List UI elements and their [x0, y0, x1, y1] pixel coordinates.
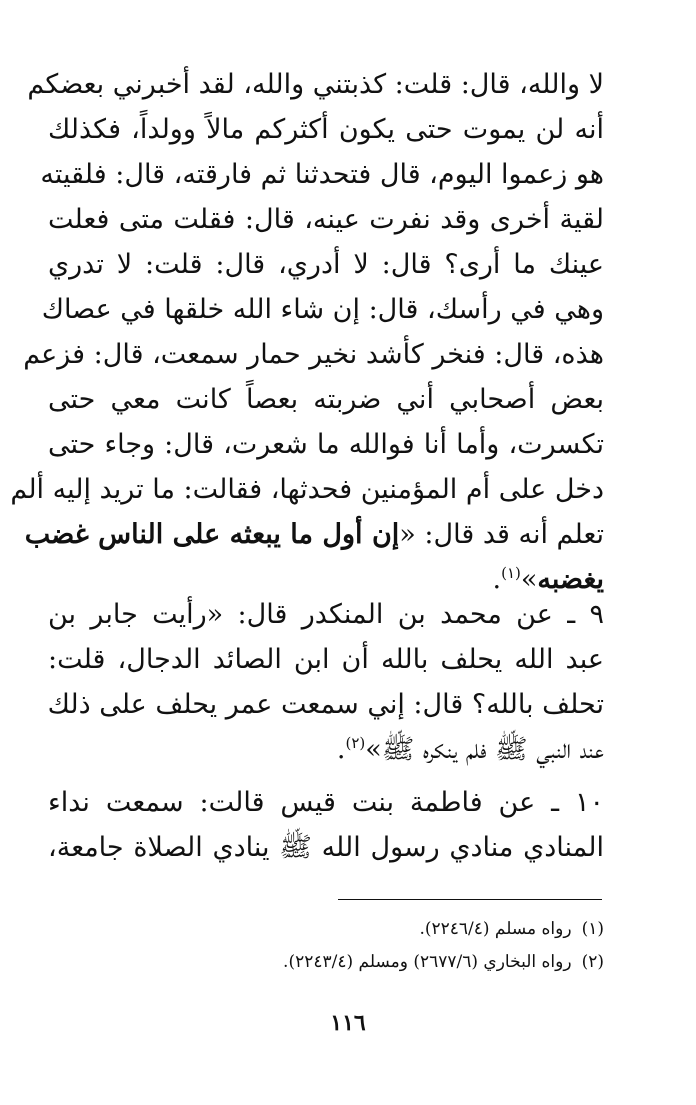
- text-line: لا والله، قال: قلت: كذبتني والله، لقد أخبرني بعضكم: [27, 69, 604, 100]
- text-line: هو زعموا اليوم، قال فتحدثنا ثم فارقته، قال: فلقيته: [40, 159, 604, 190]
- hadith-passage-8: [10, 62, 604, 602]
- footnote: [48, 913, 604, 946]
- bold-quote: إن أول ما يبعثه على الناس غضب: [24, 519, 400, 550]
- footnote-text: رواه مسلم (٢٢٤٦/٤).: [419, 919, 572, 939]
- period: .: [336, 734, 346, 765]
- footnote-ref: (٢): [345, 734, 366, 752]
- hadith-passage-9: [48, 592, 604, 772]
- hadith-passage-10: [48, 780, 604, 870]
- text-line: تكسرت، وأما أنا فوالله ما شعرت، قال: وجاء حتى: [48, 429, 604, 460]
- footnote: [48, 946, 604, 979]
- closing-quote: »: [520, 564, 538, 595]
- text-line: أنه لن يموت حتى يكون أكثركم مالاً وولداً، فكذلك: [48, 114, 604, 145]
- text-line: تحلف بالله؟ قال: إني سمعت عمر يحلف على ذلك: [47, 689, 604, 720]
- text-line: [48, 727, 604, 772]
- bold-quote: يغضبه: [537, 564, 604, 595]
- text-line: عينك ما أرى؟ قال: لا أدري، قال: قلت: لا تدري: [48, 249, 604, 280]
- text-line: [24, 512, 604, 557]
- footnote-text: رواه البخاري (٢٦٧٧/٦) ومسلم (٢٢٤٣/٤).: [283, 952, 572, 972]
- footnote-number: (١): [581, 919, 604, 939]
- footnotes: [48, 913, 604, 979]
- page-number: ١١٦: [330, 1010, 366, 1036]
- text-segment: عند النبي ﷺ فلم ينكره ﷺ»: [365, 734, 604, 765]
- text-line: ٩ ـ عن محمد بن المنكدر قال: «رأيت جابر بن: [48, 599, 604, 630]
- period: .: [492, 564, 502, 595]
- text-segment: تعلم أنه قد قال: «: [399, 519, 604, 550]
- text-line: دخل على أم المؤمنين فحدثها، فقالت: ما تريد إليه ألم: [10, 474, 604, 505]
- footnote-number: (٢): [581, 952, 604, 972]
- text-line: وهي في رأسك، قال: إن شاء الله خلقها في عصاك: [41, 294, 604, 325]
- text-line: هذه، قال: فنخر كأشد نخير حمار سمعت، قال: فزعم: [23, 339, 604, 370]
- text-line: بعض أصحابي أني ضربته بعصاً كانت معي حتى: [48, 384, 604, 415]
- text-line: المنادي منادي رسول الله ﷺ ينادي الصلاة جامعة،: [48, 832, 604, 863]
- footnote-ref: (١): [501, 564, 521, 582]
- text-line: عبد الله يحلف بالله أن ابن الصائد الدجال، قلت:: [48, 644, 604, 675]
- text-line: لقية أخرى وقد نفرت عينه، قال: فقلت متى فعلت: [48, 204, 604, 235]
- text-line: ١٠ ـ عن فاطمة بنت قيس قالت: سمعت نداء: [48, 787, 604, 818]
- footnote-divider: [338, 899, 602, 900]
